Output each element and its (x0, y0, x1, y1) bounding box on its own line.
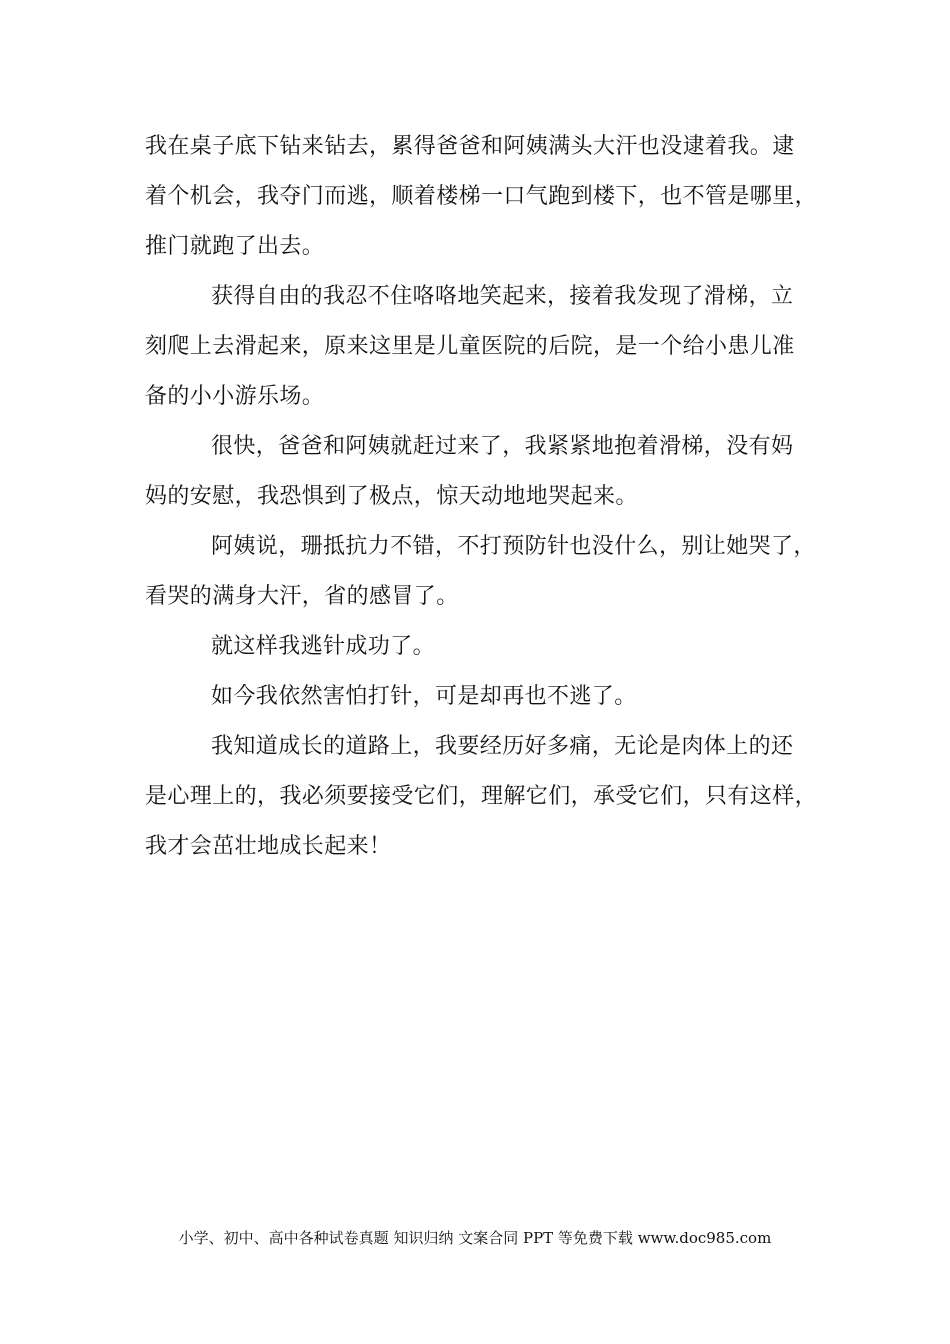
text-line: 是心理上的，我必须要接受它们，理解它们，承受它们，只有这样， (145, 784, 818, 809)
paragraph (145, 122, 835, 272)
paragraph (145, 722, 835, 872)
text-line: 推门就跑了出去。 (145, 234, 325, 259)
page-footer: 小学、初中、高中各种试卷真题 知识归纳 文案合同 PPT 等免费下载 www.doc985.com (178, 1229, 772, 1247)
text-line: 着个机会，我夺门而逃，顺着楼梯一口气跑到楼下，也不管是哪里， (145, 184, 818, 209)
paragraph (145, 622, 835, 672)
paragraph (145, 272, 835, 422)
text-line: 我知道成长的道路上，我要经历好多痛，无论是肉体上的还 (211, 734, 794, 759)
text-line: 如今我依然害怕打针，可是却再也不逃了。 (211, 684, 637, 709)
paragraph (145, 422, 835, 522)
paragraph (145, 672, 835, 722)
text-line: 妈的安慰，我恐惧到了极点，惊天动地地哭起来。 (145, 484, 638, 509)
body-text (145, 122, 835, 872)
text-line: 获得自由的我忍不住咯咯地笑起来，接着我发现了滑梯，立 (211, 284, 794, 309)
text-line: 备的小小游乐场。 (145, 384, 325, 409)
text-line: 就这样我逃针成功了。 (211, 634, 436, 659)
text-line: 看哭的满身大汗，省的感冒了。 (145, 584, 459, 609)
paragraph (145, 522, 835, 622)
text-line: 阿姨说，珊抵抗力不错，不打预防针也没什么，别让她哭了， (211, 534, 816, 559)
text-line: 我才会茁壮地成长起来！ (145, 834, 392, 859)
text-line: 刻爬上去滑起来，原来这里是儿童医院的后院，是一个给小患儿准 (145, 334, 795, 359)
text-line: 我在桌子底下钻来钻去，累得爸爸和阿姨满头大汗也没逮着我。逮 (145, 134, 795, 159)
text-line: 很快，爸爸和阿姨就赶过来了，我紧紧地抱着滑梯，没有妈 (211, 434, 794, 459)
